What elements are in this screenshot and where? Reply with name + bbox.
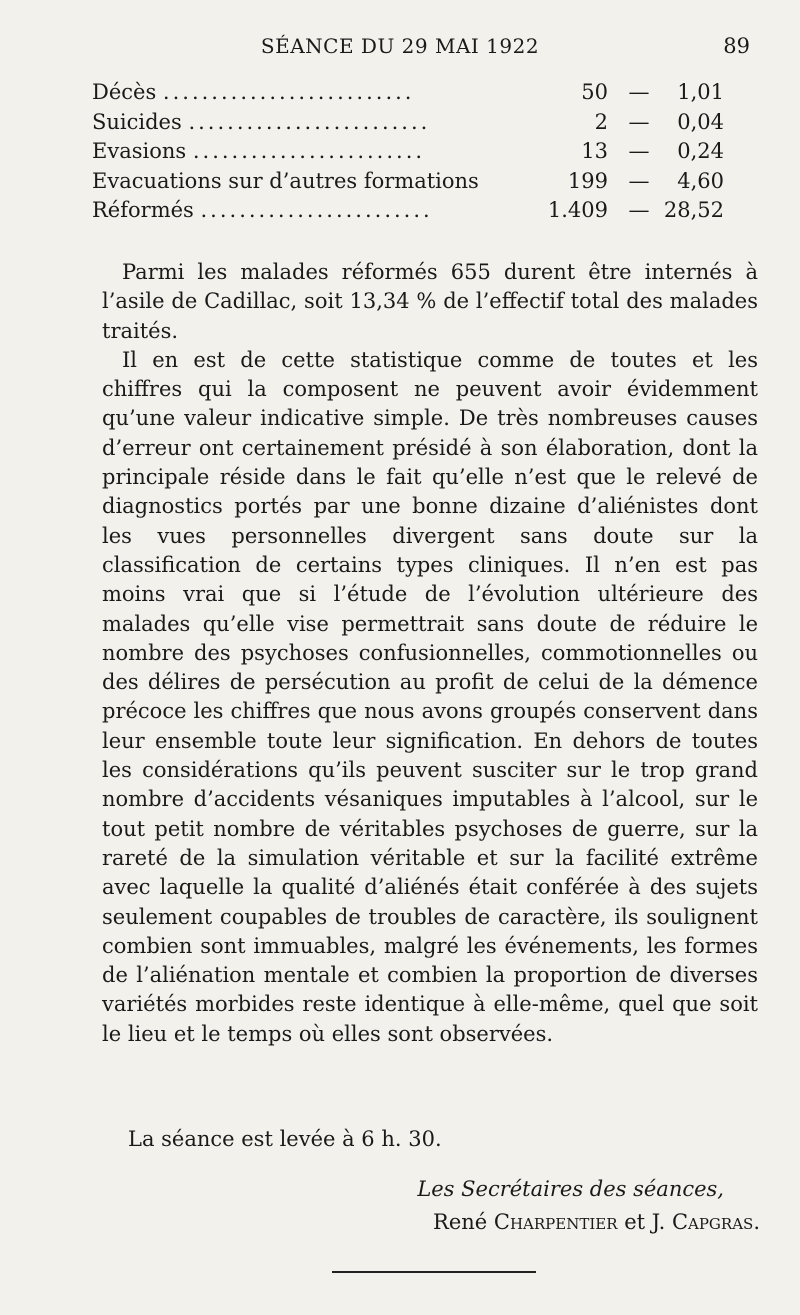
- stat-row: [92, 78, 732, 108]
- closing-line: La séance est levée à 6 h. 30.: [128, 1127, 442, 1151]
- stat-percent: 28,52: [663, 198, 724, 222]
- signatory-first-name: René: [433, 1210, 488, 1234]
- stat-count: 2: [594, 109, 608, 134]
- stat-count: 50: [581, 80, 608, 104]
- stat-count: 199: [567, 168, 608, 193]
- stat-label: Réformés ........................: [92, 198, 433, 222]
- header-title: SÉANCE DU 29 MAI 1922: [260, 34, 540, 58]
- paragraph: Parmi les malades réformés 655 durent être internés à l’asile de Cadillac, soit 13,34 % de l’effectif total des malades traités.: [102, 260, 758, 343]
- stat-row: [92, 196, 732, 226]
- stat-dash: —: [628, 80, 650, 104]
- page-number: 89: [723, 34, 750, 58]
- signature-conjunction: et: [624, 1210, 646, 1234]
- stat-label: Evasions ........................: [92, 139, 426, 163]
- stat-row: [92, 137, 732, 167]
- paragraph: Il en est de cette statistique comme de toutes et les chiffres qui la composent ne peuvent avoir évidemment qu’une valeur indicative simple. De très nombreuses causes d’erreur ont certainement présidé à son élaboration, dont la principale réside dans le fait qu’elle n’est que le relevé de diagnostics portés par une bonne dizaine d’aliénistes dont les vues personnelles divergent sans doute sur la classification de certains types cliniques. Il n’en est pas moins vrai que si l’étude de l’évolution ultérieure des malades qu’elle vise permettrait sans doute de réduire le nombre des psychoses confusionnelles, commotionnelles ou des délires de persécution au profit de celui de la démence précoce les chiffres que nous avons groupés conservent dans leur ensemble toute leur signification. En dehors de toutes les considérations qu’ils peuvent susciter sur le trop grand nombre d’accidents vésaniques imputables à l’alcool, sur le tout petit nombre de véritables psychoses de guerre, sur la rareté de la simulation véritable et sur la facilité extrême avec laquelle la qualité d’aliénés était conférée à des sujets seulement coupables de troubles de caractère, ils soulignent combien sont immuables, malgré les événements, les formes de l’aliénation mentale et combien la proportion de diverses variétés morbides reste identique à elle-même, quel que soit le lieu et le temps où elles sont observées.: [102, 347, 758, 1046]
- stat-count: 13: [581, 139, 608, 163]
- stat-dash: —: [628, 109, 650, 134]
- stat-dash: —: [628, 168, 650, 193]
- stat-percent: 0,24: [677, 139, 724, 163]
- stat-percent: 0,04: [677, 109, 724, 134]
- stat-label: Décès ..........................: [92, 80, 415, 104]
- stat-percent: 1,01: [677, 80, 724, 104]
- signature-role: Les Secrétaires des séances,: [417, 1177, 724, 1201]
- stat-label: Suicides .........................: [92, 109, 431, 134]
- stat-label: Evacuations sur d’autres formations: [92, 168, 479, 193]
- stat-percent: 4,60: [677, 168, 724, 193]
- end-rule: [332, 1271, 536, 1273]
- stat-row: [92, 108, 732, 138]
- running-header: [0, 34, 800, 62]
- signatory-last-name: Capgras.: [671, 1210, 760, 1234]
- signature-names: [433, 1210, 760, 1234]
- stat-count: 1.409: [547, 198, 608, 222]
- signatory-first-name: J.: [651, 1210, 666, 1234]
- stat-row: [92, 167, 732, 197]
- signatory-last-name: Charpentier: [493, 1210, 618, 1234]
- statistics-table: [92, 78, 732, 226]
- body-text: [102, 258, 758, 1049]
- stat-dash: —: [628, 198, 650, 222]
- stat-dash: —: [628, 139, 650, 163]
